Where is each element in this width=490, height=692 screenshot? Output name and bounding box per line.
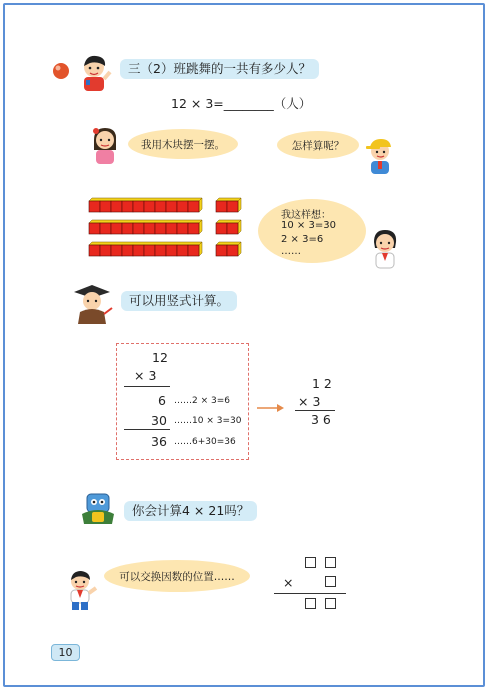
ten-block-row-1 (89, 198, 202, 212)
calc-multiplier: × 3 (134, 368, 157, 383)
calc-partial-1-note: ……2 × 3=6 (174, 396, 230, 406)
blank-calc-line (274, 593, 346, 594)
robot-figure (78, 490, 118, 532)
blank-box-multiplier (325, 576, 336, 587)
short-calc-multiplier: × 3 (298, 394, 321, 409)
right-arrow-icon (257, 398, 285, 417)
short-calc-line (295, 410, 335, 411)
blank-box-top-ones (325, 557, 336, 568)
two-block-row-2 (216, 220, 241, 234)
blank-box-top-tens (305, 557, 316, 568)
calc-sum: 36 (151, 434, 167, 449)
think-line-4: …… (281, 246, 301, 257)
girl-student-figure (88, 126, 122, 170)
two-block-row-3 (216, 242, 241, 256)
calc-partial-2-note: ……10 × 3=30 (174, 416, 242, 426)
swap-bubble: 可以交换因数的位置…… (104, 560, 250, 592)
think-line-1: 我这样想： (281, 210, 331, 221)
page-number: 10 (51, 644, 80, 661)
blank-box-result-tens (305, 598, 316, 609)
think-line-2: 10 × 3=30 (281, 220, 336, 231)
calc-sum-note: ……6+30=36 (174, 437, 236, 447)
vertical-prompt-bubble: 可以用竖式计算。 (121, 291, 237, 311)
block-arrangement (88, 197, 248, 267)
how-bubble: 怎样算呢？ (277, 131, 359, 159)
calc-partial-2: 30 (151, 413, 167, 428)
question2-bubble: 你会计算4 × 21吗？ (124, 501, 257, 521)
boy-pointing-figure (62, 569, 98, 615)
think-line-3: 2 × 3=6 (281, 234, 324, 245)
calc-line-1 (124, 386, 170, 387)
short-calc-result: 3 6 (311, 412, 331, 427)
red-ball-icon (52, 62, 70, 84)
ten-block-row-2 (89, 220, 202, 234)
blank-box-result-ones (325, 598, 336, 609)
calc-top: 12 (152, 350, 168, 365)
blocks-bubble: 我用木块摆一摆。 (128, 129, 238, 159)
calc-partial-1: 6 (158, 393, 166, 408)
girl-red-scarf-figure (368, 228, 402, 274)
two-block-row-1 (216, 198, 241, 212)
question1-bubble: 三（2）班跳舞的一共有多少人？ (120, 59, 319, 79)
scholar-figure (70, 282, 114, 330)
boy-student-figure (76, 54, 112, 98)
equation-text: 12 × 3=________（人） (171, 96, 312, 111)
boy-cap-figure (362, 136, 398, 180)
short-calc-top: 1 2 (312, 376, 332, 391)
calc-line-2 (124, 429, 170, 430)
blank-calc-times: × (283, 575, 294, 590)
ten-block-row-3 (89, 242, 202, 256)
